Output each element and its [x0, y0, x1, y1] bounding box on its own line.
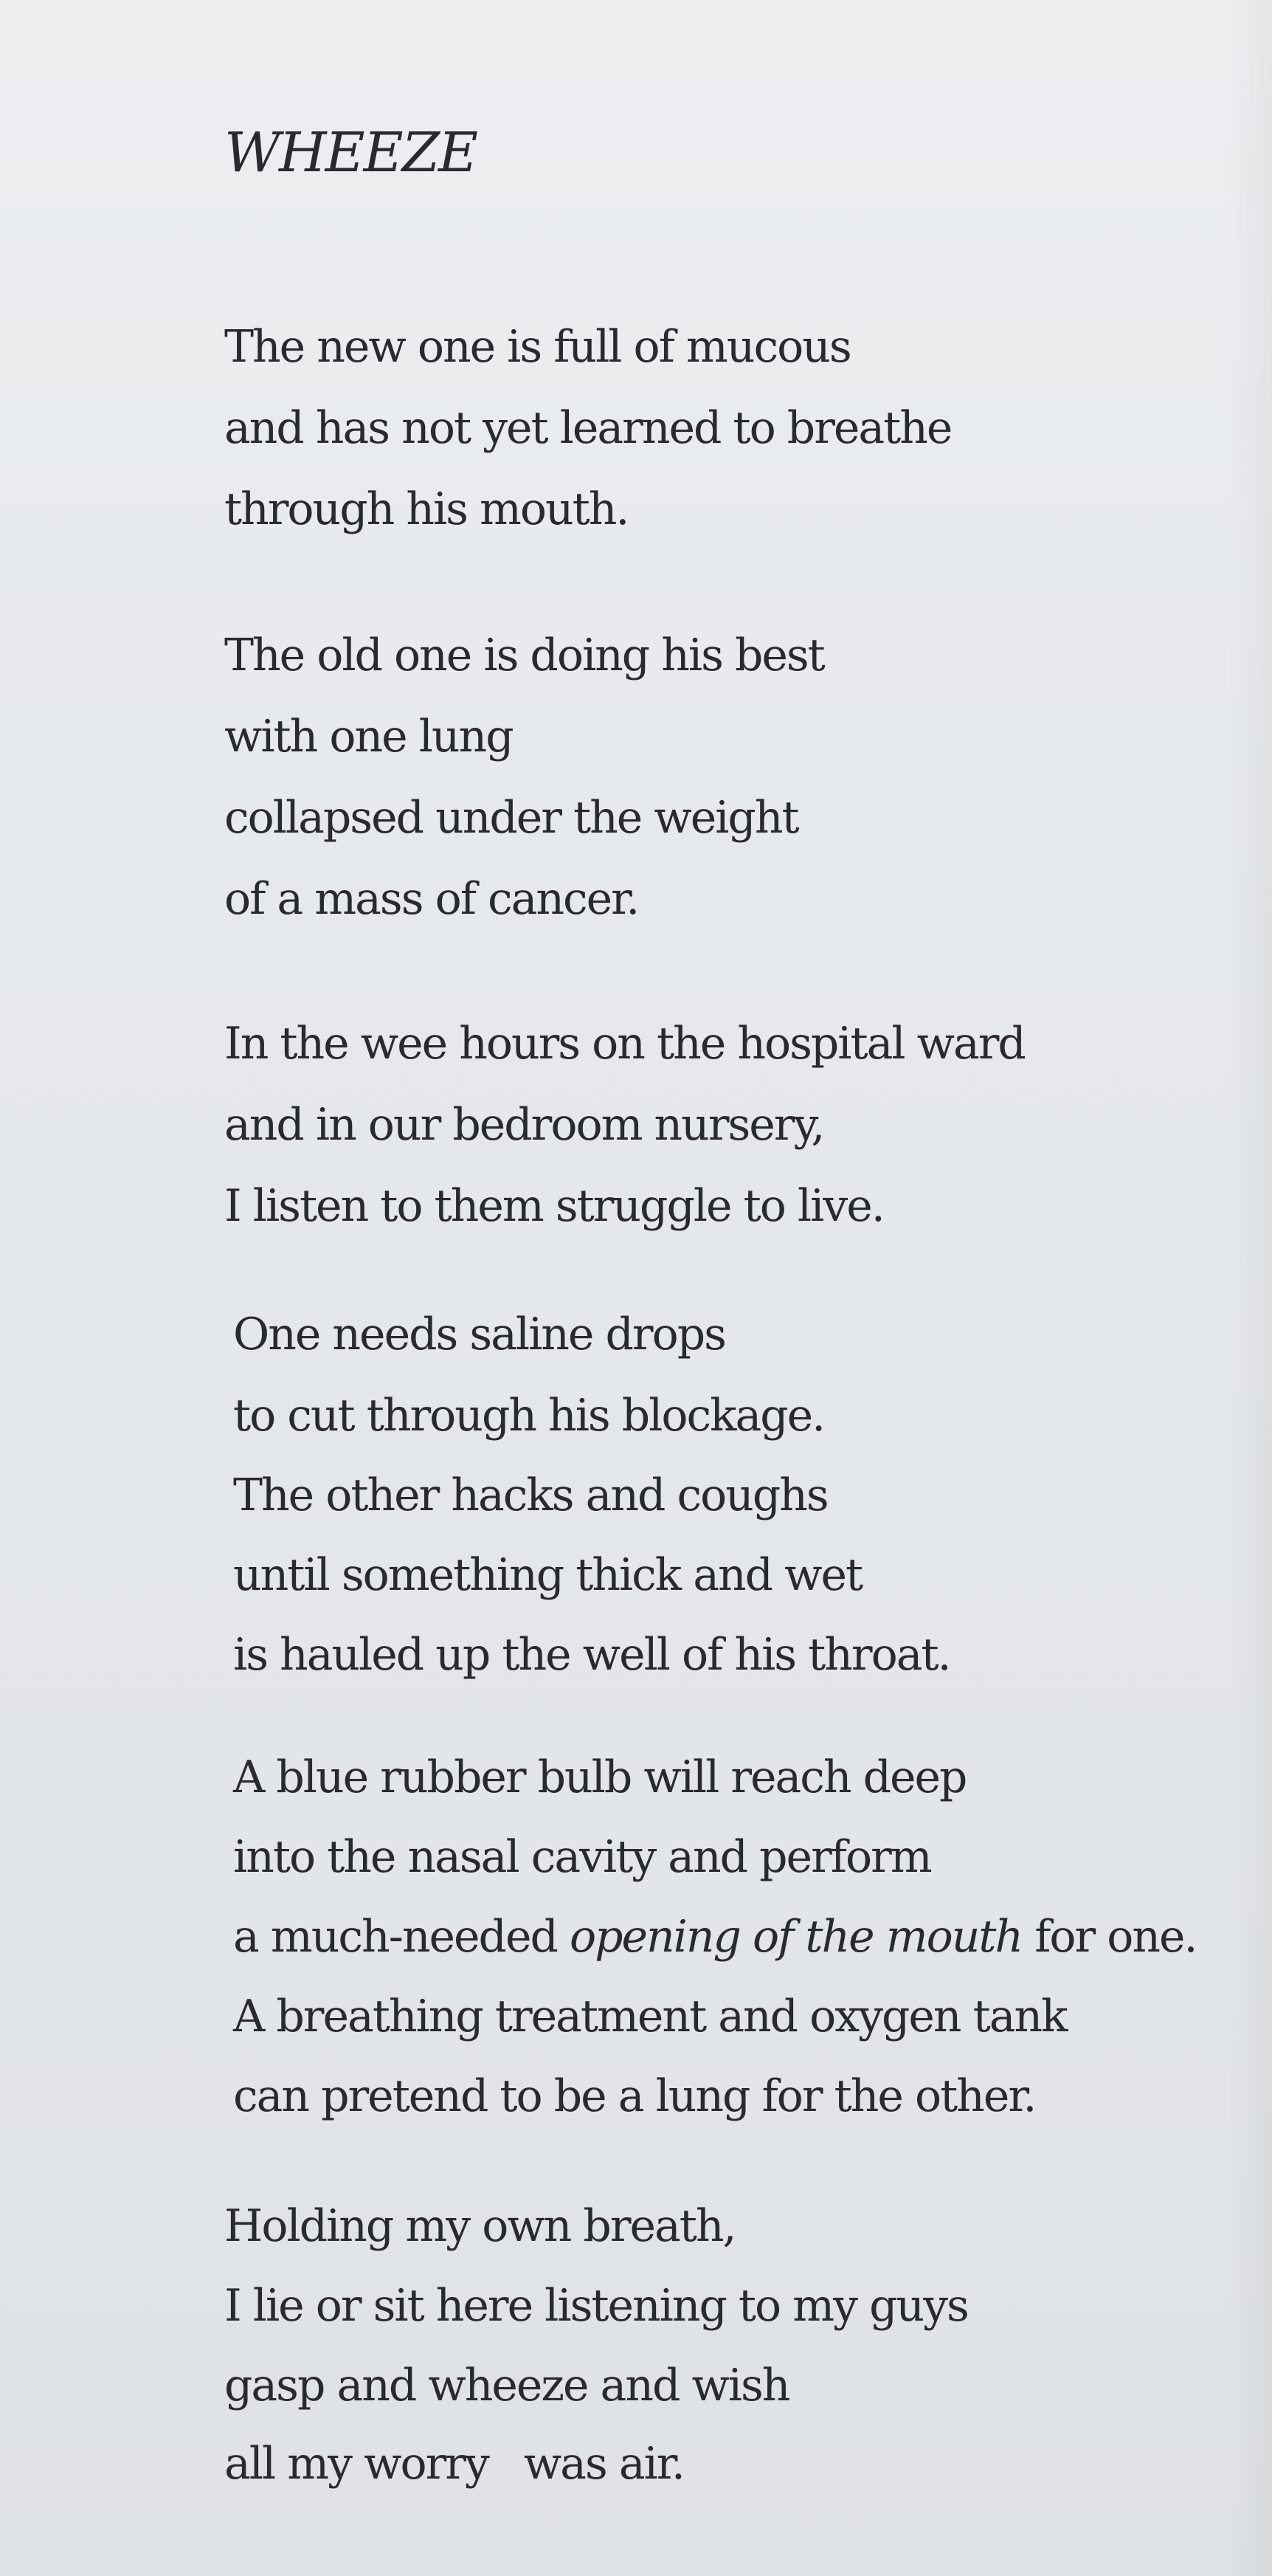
poem-line: One needs saline drops	[233, 1309, 725, 1360]
poem-line: can pretend to be a lung for the other.	[233, 2070, 1036, 2122]
poem-line: into the nasal cavity and perform	[233, 1831, 931, 1883]
poem-line: is hauled up the well of his throat.	[233, 1629, 950, 1681]
poem-line-with-emphasis	[233, 1911, 1197, 1963]
poem-line: of a mass of cancer.	[224, 873, 639, 925]
poem-title: WHEEZE	[224, 121, 477, 185]
poem-line: until something thick and wet	[233, 1549, 863, 1601]
line-text: for one.	[1022, 1911, 1197, 1963]
poem-line: collapsed under the weight	[224, 792, 798, 844]
poem-line: through his mouth.	[224, 483, 629, 535]
poem-line: with one lung	[224, 711, 513, 762]
line-text: a much-needed	[233, 1911, 570, 1963]
poem-line: Holding my own breath,	[224, 2200, 736, 2252]
emphasized-phrase: opening of the mouth	[569, 1911, 1023, 1963]
line-text: was air.	[523, 2438, 684, 2490]
poem-line: I lie or sit here listening to my guys	[224, 2280, 968, 2332]
poem-line: In the wee hours on the hospital ward	[224, 1018, 1025, 1070]
poem-line: The old one is doing his best	[224, 630, 824, 681]
poem-line: to cut through his blockage.	[233, 1390, 825, 1442]
poem-line: I listen to them struggle to live.	[224, 1180, 884, 1232]
poem-line: A breathing treatment and oxygen tank	[233, 1991, 1067, 2042]
poem-line: and has not yet learned to breathe	[224, 402, 952, 454]
poem-line-with-gap	[224, 2438, 684, 2490]
poem-line: A blue rubber bulb will reach deep	[233, 1752, 967, 1803]
poem-line: The other hacks and coughs	[233, 1470, 828, 1521]
poem-line: gasp and wheeze and wish	[224, 2360, 789, 2411]
page-edge-shadow	[1228, 0, 1272, 2576]
poem-line: The new one is full of mucous	[224, 321, 851, 373]
line-text: all my worry	[224, 2438, 488, 2490]
poem-line: and in our bedroom nursery,	[224, 1099, 824, 1151]
